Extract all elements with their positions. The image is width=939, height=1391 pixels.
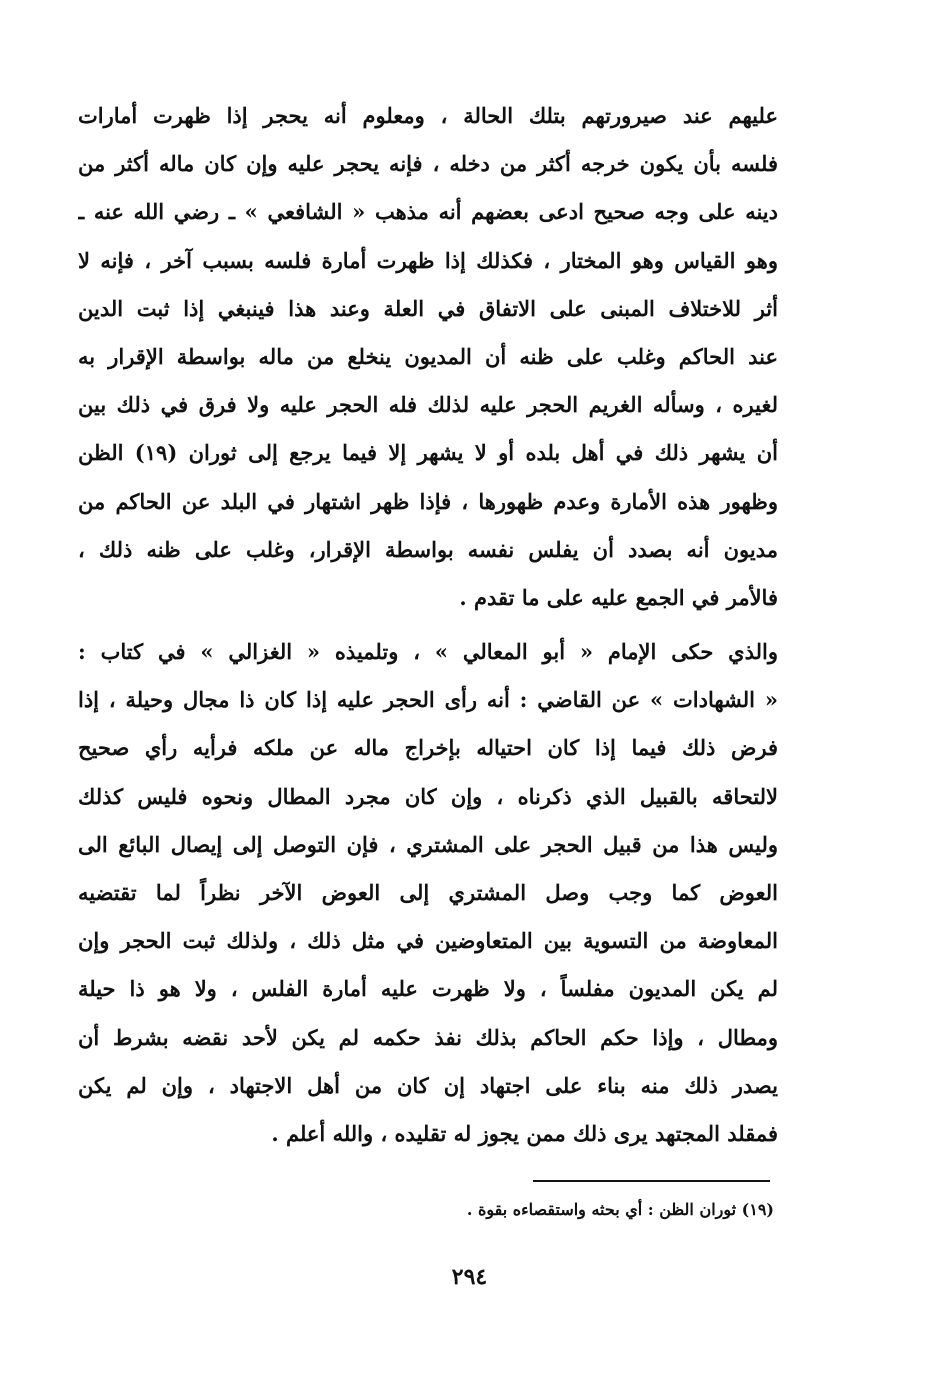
text-line: العوض كما وجب وصل المشتري إلى العوض الآخر نظراً لما تقتضيه — [78, 879, 778, 905]
text-line: لغيره ، وسأله الغريم الحجر عليه لذلك فله الحجر عليه ولا فرق في ذلك بين — [78, 392, 778, 418]
text-line: يصدر ذلك منه بناء على اجتهاد إن كان من أهل الاجتهاد ، وإن لم يكن — [78, 1072, 778, 1098]
paragraph-2 — [78, 628, 778, 1158]
text-line: والذي حكى الإمام « أبو المعالي » ، وتلميذه « الغزالي » في كتاب : — [78, 639, 778, 664]
text-line: المعاوضة من التسوية بين المتعاوضين في مثل ذلك ، ولذلك ثبت الحجر وإن — [78, 928, 778, 954]
footnote: (١٩) ثوران الظن : أي بحثه واستقصاءه بقوة . — [466, 1200, 774, 1219]
text-line: وليس هذا من قبيل الحجر على المشتري ، فإن التوصل إلى إيصال البائع الى — [78, 831, 778, 857]
footnote-divider — [533, 1180, 770, 1182]
text-line: أن يشهر ذلك في أهل بلده أو لا يشهر إلا فيما يرجع إلى ثوران (١٩) الظن — [78, 440, 778, 466]
paragraph-1 — [78, 92, 778, 622]
text-line: مديون أنه بصدد أن يفلس نفسه بواسطة الإقرار، وغلب على ظنه ذلك ، — [78, 536, 778, 562]
text-line: دينه على وجه صحيح ادعى بعضهم أنه مذهب « الشافعي » ـ رضي الله عنه ـ — [78, 199, 778, 225]
text-line: فرض ذلك فيما إذا كان احتياله بإخراج ماله عن ملكه فرأيه رأي صحيح — [78, 735, 778, 761]
text-line: فالأمر في الجمع عليه على ما تقدم . — [459, 584, 778, 610]
text-line: ومطال ، وإذا حكم الحاكم بذلك نفذ حكمه لم يكن لأحد نقضه بشرط أن — [78, 1024, 778, 1050]
text-line: وظهور هذه الأمارة وعدم ظهورها ، فإذا ظهر اشتهار في البلد عن الحاكم من — [78, 488, 778, 514]
text-line: فمقلد المجتهد يرى ذلك ممن يجوز له تقليده ، والله أعلم . — [271, 1120, 778, 1146]
text-line: لم يكن المديون مفلساً ، ولا ظهرت عليه أمارة الفلس ، ولا هو ذا حيلة — [78, 976, 778, 1002]
text-line: لالتحاقه بالقبيل الذي ذكرناه ، وإن كان مجرد المطال ونحوه فليس كذلك — [78, 783, 778, 809]
text-line: أثر للاختلاف المبنى على الاتفاق في العلة وعند هذا فينبغي إذا ثبت الدين — [78, 295, 778, 321]
text-line: عليهم عند صيرورتهم بتلك الحالة ، ومعلوم أنه يحجر إذا ظهرت أمارات — [78, 103, 778, 128]
text-line: عند الحاكم وغلب على ظنه أن المديون ينخلع من ماله بواسطة الإقرار به — [78, 343, 778, 369]
text-line: فلسه بأن يكون خرجه أكثر من دخله ، فإنه يحجر عليه وإن كان ماله أكثر من — [78, 151, 778, 177]
text-line: وهو القياس وهو المختار ، فكذلك إذا ظهرت أمارة فلسه بسبب آخر ، فإنه لا — [78, 247, 778, 273]
text-line: « الشهادات » عن القاضي : أنه رأى الحجر عليه إذا كان ذا مجال وحيلة ، إذا — [78, 687, 778, 713]
page-number: ٢٩٤ — [451, 1264, 488, 1290]
